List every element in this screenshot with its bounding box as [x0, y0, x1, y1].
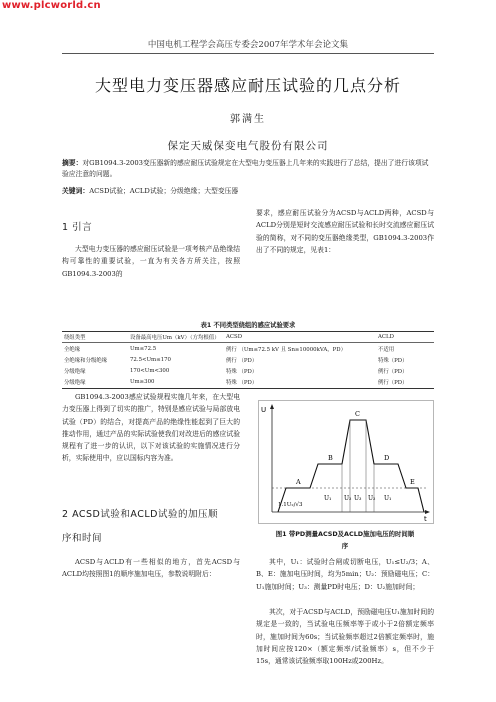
table-cell: 分级绝缘: [64, 368, 86, 375]
table-cell: 72.5<Um≤170: [130, 356, 171, 363]
figure-caption-line1: 图1 带PD测量ACSD及ACLD施加电压的时间顺: [275, 530, 415, 538]
axis-label-u: U: [261, 406, 267, 414]
intro-paragraph: 大型电力变压器的感应耐压试验是一项考核产品绝缘结构可靠性的重要试验，一直为有关各方所关注，按照GB1094.3-2003的: [62, 245, 240, 278]
affiliation: 保定天威保变电气股份有限公司: [167, 140, 329, 152]
table-cell: 例行 （Um≤72.5 kV 且 Sn≥10000kVA，PD）: [226, 346, 346, 353]
table-header-cell: ACLD: [376, 332, 434, 343]
requirements-table: [62, 331, 434, 389]
section-heading-intro: 1 引言: [62, 222, 93, 233]
table-cell: 例行 （PD）: [226, 357, 258, 364]
table-cell: 全绝缘和分级绝缘: [64, 357, 108, 364]
table-cell: 分级绝缘: [62, 377, 128, 389]
table-header-cell: 设备最高电压Um（kV）（方均根值）: [128, 332, 224, 343]
label-b: B: [328, 454, 333, 462]
label-c: C: [355, 410, 360, 418]
label-u2-left: U₂: [344, 495, 352, 502]
keywords-text: ACSD试验；ACLD试验；分级绝缘；大型变压器: [89, 187, 239, 195]
axis-label-t: t: [424, 515, 427, 523]
label-a: A: [296, 478, 301, 486]
figure-caption: [256, 528, 434, 552]
label-d: D: [384, 454, 390, 462]
header-rule: [62, 53, 434, 54]
table-row: [62, 377, 434, 389]
figure-caption-line2: 序: [341, 542, 349, 550]
table-cell: 例行（PD）: [378, 368, 408, 375]
table-cell: 特殊（PD）: [378, 357, 408, 364]
label-u1-right: U₁: [384, 495, 392, 502]
author-name: 郭满生: [230, 114, 266, 125]
running-head: 中国电机工程学会高压专委会2007年学术年会论文集: [147, 40, 349, 50]
table-header-cell: ACSD: [224, 332, 376, 343]
paper-title: 大型电力变压器感应耐压试验的几点分析: [94, 76, 401, 95]
keywords-label: 关键词：: [62, 187, 90, 195]
abstract: [62, 158, 434, 180]
table-cell: 例行（PD）: [376, 377, 434, 389]
abstract-label: 摘要：: [62, 159, 83, 167]
parameter-description: 其中，U₁：试验时合闸或切断电压，U₁≤U₂/3；A、B、E：施加电压时间，均为5min；U₂：预励磁电压；C：U₁施加时间；U₃：测量PD时电压；D：U₂施加时间；: [256, 558, 434, 591]
intro-continued-paragraph: 要求，感应耐压试验分为ACSD与ACLD两种，ACSD与ACLD分别是短时交流感应耐压试验和长时交流感应耐压试验的简称，对不同的变压器绝缘类型，GB1094.3-2003作出了不同的规定，见表1：: [256, 209, 434, 254]
table-cell: Um≥300: [128, 377, 224, 389]
table-cell: 特殊 （PD）: [226, 368, 258, 375]
label-reference-voltage: 1.1U₂/√3: [278, 502, 303, 508]
table-cell: Um≤72.5: [130, 345, 157, 352]
table-caption: 表1 不同类型绕组的感应试验要求: [200, 322, 296, 329]
label-u1-left: U₁: [324, 495, 332, 502]
table-cell: 不适用: [378, 346, 395, 353]
label-u2-right: U₂: [368, 495, 376, 502]
label-e: E: [410, 478, 415, 486]
table-cell: 170<Um<300: [130, 367, 170, 374]
table-row: [62, 354, 434, 365]
implementation-paragraph: GB1094.3-2003感应试验规程实施几年来，在大型电力变压器上得到了切实的推广，特别是感应试验与局部放电试验（PD）的结合，对提高产品的绝缘性能起到了巨大的推动作用，通过产品的实际试验使我们对改进后的感应试验规程有了进一步的认识，以下对该试验的实施情况进行分析，实际使用中，应以国标内容为准。: [62, 393, 240, 463]
table-cell: 全绝缘: [64, 346, 81, 353]
section-heading-2-line2: 序和时间: [62, 533, 103, 544]
table-cell: 特殊 （PD）: [224, 377, 376, 389]
keywords: [62, 185, 434, 195]
voltage-sequence-figure: [258, 400, 434, 524]
label-u3: U₃: [354, 495, 362, 502]
sequence-paragraph: ACSD与ACLD有一些相似的地方，首先ACSD与ACLD均按照图1的顺序施加电压，参数说明附后：: [62, 558, 240, 579]
table-row: [62, 365, 434, 376]
abstract-text: 对GB1094.3-2003变压器新的感应耐压试验规定在大型电力变压器上几年来的实践进行了总结，提出了进行该项试验应注意的问题。: [62, 159, 429, 178]
table-header-row: [62, 332, 434, 343]
table-row: [62, 343, 434, 355]
pre-excitation-paragraph: 其次，对于ACSD与ACLD，预励磁电压U₁施加时间的规定是一致的，当试验电压频率等于或小于2倍额定频率时，施加时间为60s；当试验频率超过2倍额定频率时，施加时间应按120×（额定频率/试验频率）s，但不少于15s，通常该试验频率取100Hz或200Hz。: [256, 608, 434, 666]
watermark-url[interactable]: www.plcworld.cn: [2, 0, 101, 11]
section-heading-2-line1: 2 ACSD试验和ACLD试验的加压顺: [62, 509, 218, 520]
table-header-cell: 绕组类型: [62, 332, 128, 343]
